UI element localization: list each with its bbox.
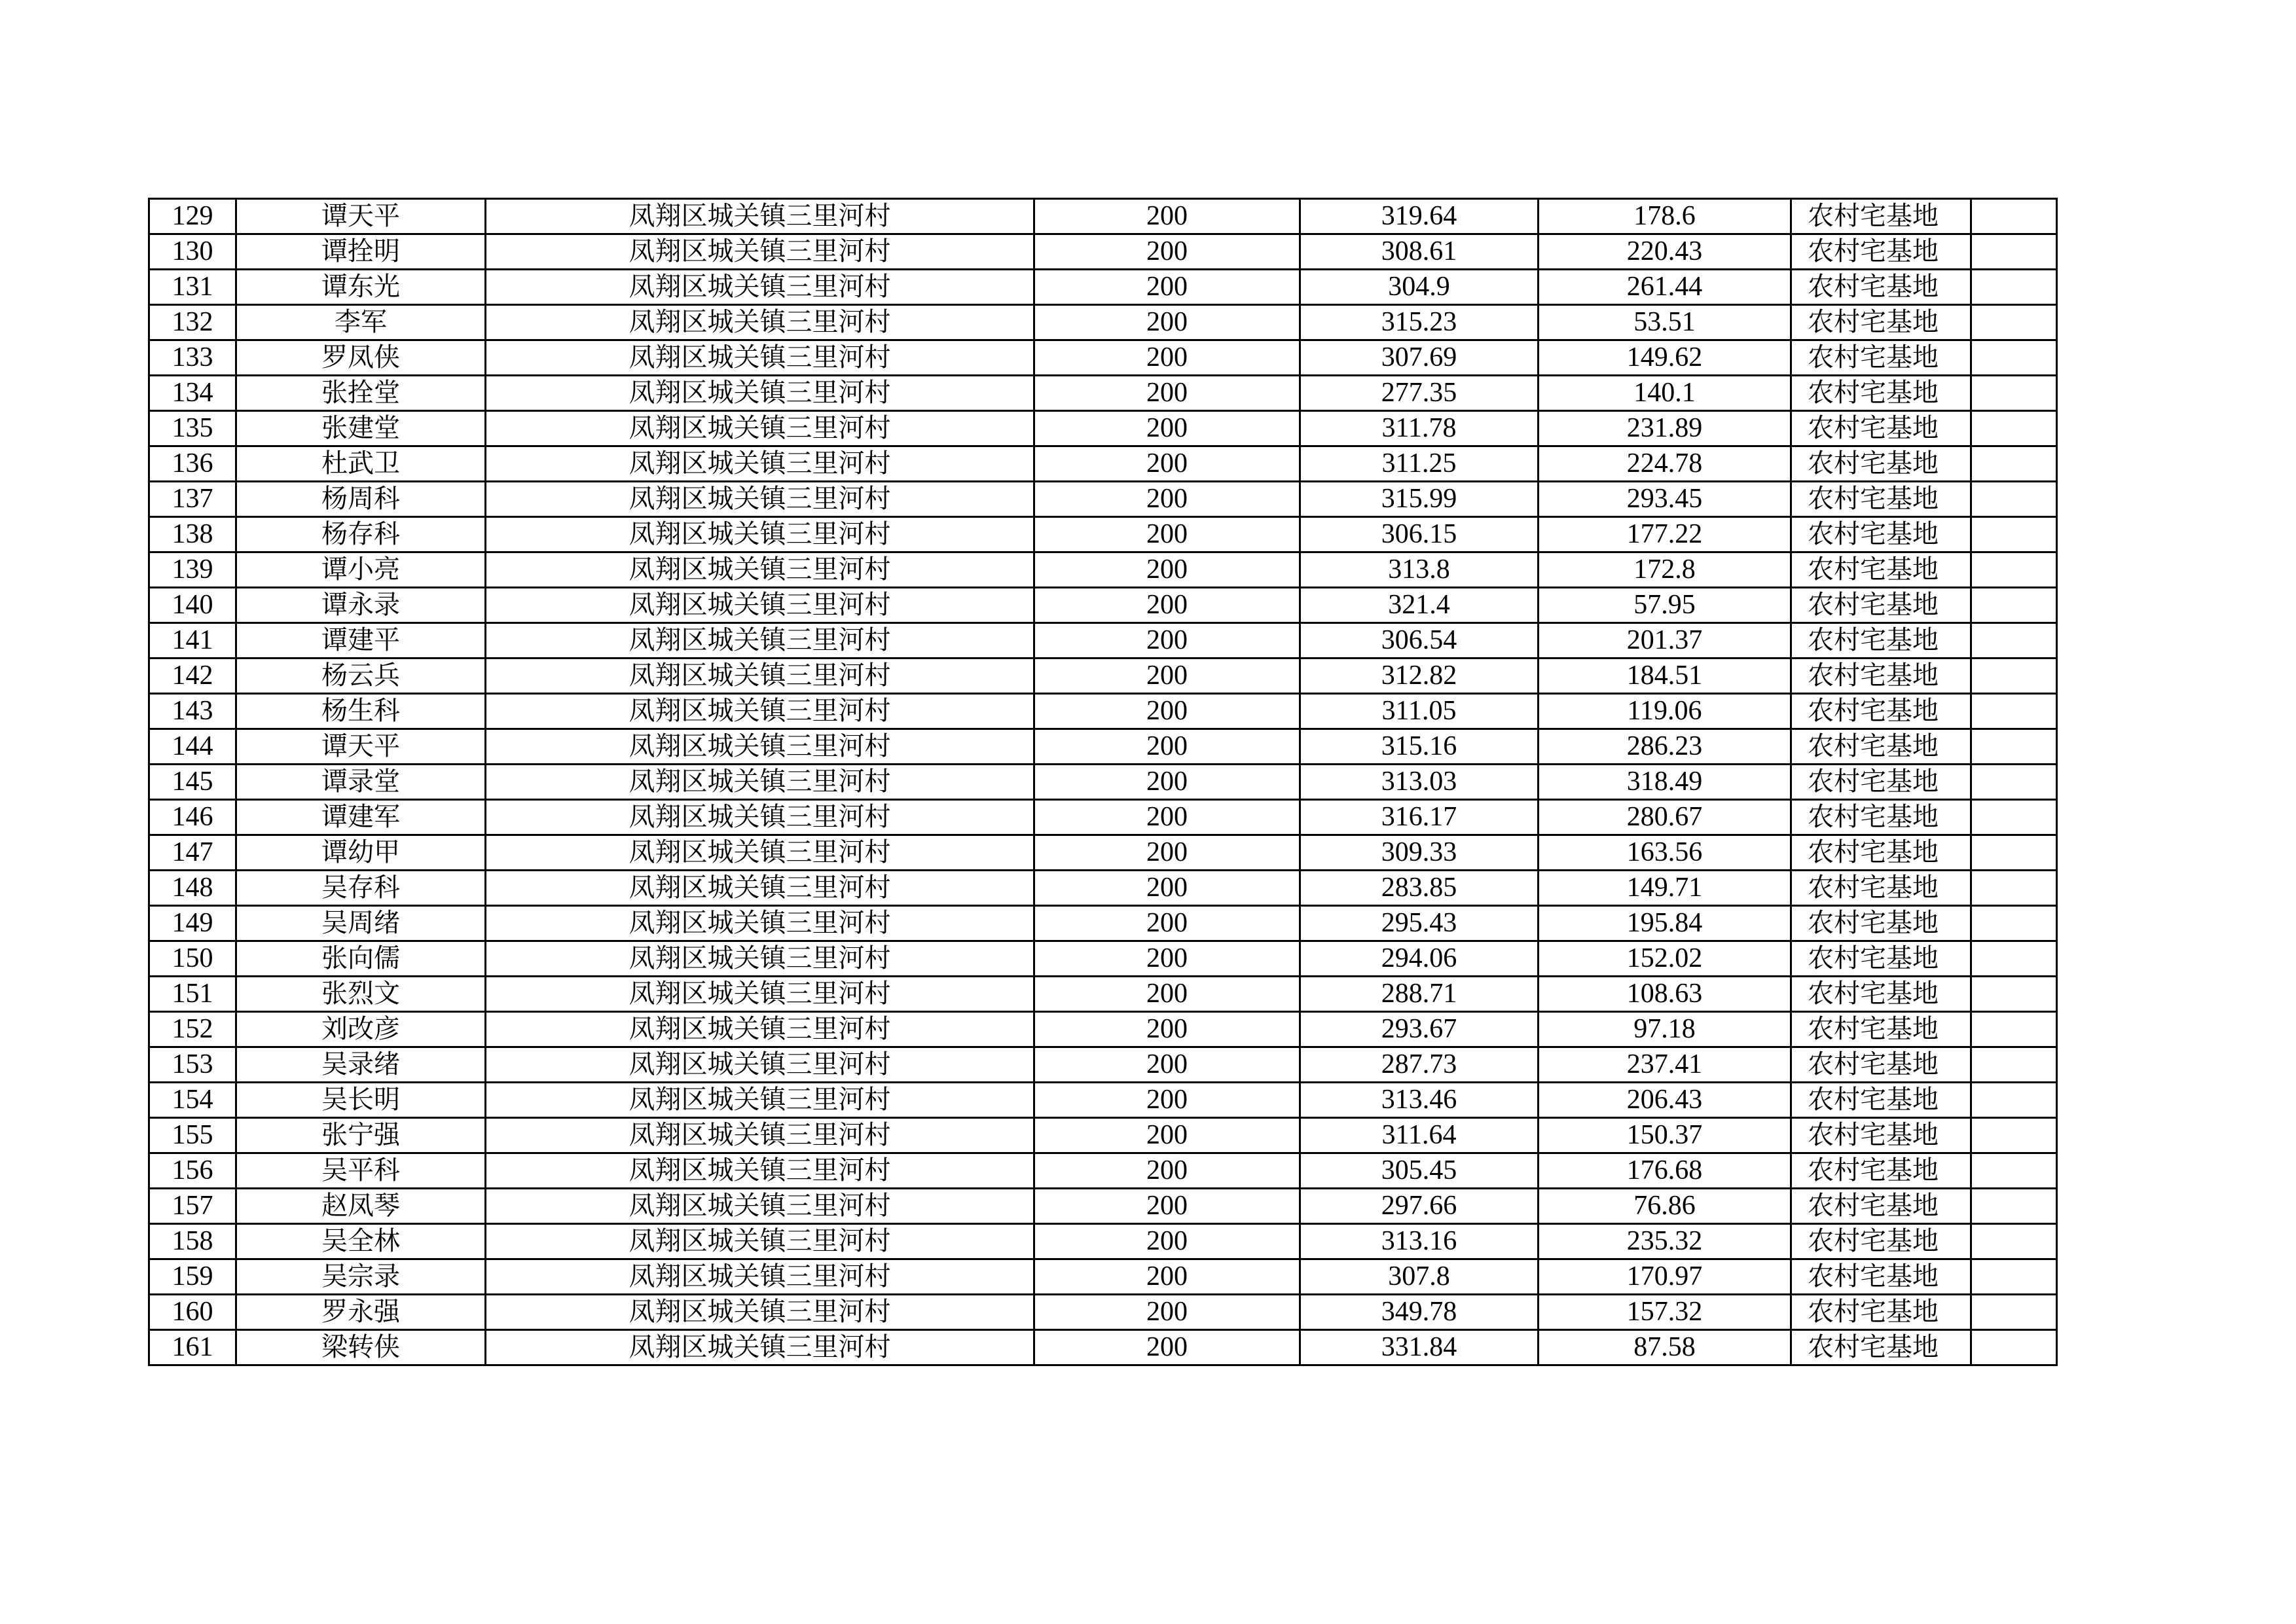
- address-cell: 凤翔区城关镇三里河村: [486, 552, 1034, 588]
- owner-name: 张宁强: [236, 1118, 486, 1153]
- measured-value-1: 307.8: [1300, 1259, 1539, 1295]
- row-number: 142: [149, 659, 236, 694]
- note-cell: [1971, 1153, 2057, 1189]
- measured-value-1: 293.67: [1300, 1012, 1539, 1047]
- land-type: 农村宅基地: [1791, 906, 1971, 941]
- standard-area: 200: [1034, 941, 1300, 977]
- owner-name: 张拴堂: [236, 376, 486, 411]
- table-row: [149, 1012, 2057, 1047]
- row-number: 131: [149, 270, 236, 305]
- table-row: [149, 1224, 2057, 1259]
- land-type: 农村宅基地: [1791, 234, 1971, 270]
- row-number: 129: [149, 199, 236, 234]
- land-type: 农村宅基地: [1791, 517, 1971, 552]
- address-cell: 凤翔区城关镇三里河村: [486, 977, 1034, 1012]
- note-cell: [1971, 1083, 2057, 1118]
- row-number: 154: [149, 1083, 236, 1118]
- address-cell: 凤翔区城关镇三里河村: [486, 729, 1034, 765]
- measured-value-1: 311.25: [1300, 446, 1539, 482]
- measured-value-1: 315.99: [1300, 482, 1539, 517]
- table-row: [149, 729, 2057, 765]
- note-cell: [1971, 941, 2057, 977]
- table-row: [149, 517, 2057, 552]
- address-cell: 凤翔区城关镇三里河村: [486, 1047, 1034, 1083]
- address-cell: 凤翔区城关镇三里河村: [486, 517, 1034, 552]
- owner-name: 吴周绪: [236, 906, 486, 941]
- address-cell: 凤翔区城关镇三里河村: [486, 1153, 1034, 1189]
- owner-name: 杨存科: [236, 517, 486, 552]
- owner-name: 谭天平: [236, 199, 486, 234]
- measured-value-2: 170.97: [1539, 1259, 1791, 1295]
- row-number: 132: [149, 305, 236, 340]
- note-cell: [1971, 1259, 2057, 1295]
- measured-value-2: 108.63: [1539, 977, 1791, 1012]
- measured-value-2: 184.51: [1539, 659, 1791, 694]
- note-cell: [1971, 906, 2057, 941]
- measured-value-1: 315.23: [1300, 305, 1539, 340]
- table-body: [149, 199, 2057, 1365]
- standard-area: 200: [1034, 1083, 1300, 1118]
- table-row: [149, 199, 2057, 234]
- standard-area: 200: [1034, 517, 1300, 552]
- measured-value-2: 53.51: [1539, 305, 1791, 340]
- note-cell: [1971, 765, 2057, 800]
- measured-value-2: 149.62: [1539, 340, 1791, 376]
- standard-area: 200: [1034, 340, 1300, 376]
- measured-value-2: 163.56: [1539, 835, 1791, 871]
- measured-value-2: 235.32: [1539, 1224, 1791, 1259]
- land-record-table: [148, 198, 2058, 1366]
- table-row: [149, 1189, 2057, 1224]
- row-number: 156: [149, 1153, 236, 1189]
- standard-area: 200: [1034, 270, 1300, 305]
- row-number: 151: [149, 977, 236, 1012]
- address-cell: 凤翔区城关镇三里河村: [486, 199, 1034, 234]
- owner-name: 杨云兵: [236, 659, 486, 694]
- row-number: 143: [149, 694, 236, 729]
- address-cell: 凤翔区城关镇三里河村: [486, 623, 1034, 659]
- measured-value-1: 308.61: [1300, 234, 1539, 270]
- land-type: 农村宅基地: [1791, 659, 1971, 694]
- land-type: 农村宅基地: [1791, 623, 1971, 659]
- measured-value-1: 297.66: [1300, 1189, 1539, 1224]
- address-cell: 凤翔区城关镇三里河村: [486, 234, 1034, 270]
- measured-value-1: 283.85: [1300, 871, 1539, 906]
- standard-area: 200: [1034, 800, 1300, 835]
- table-row: [149, 1259, 2057, 1295]
- standard-area: 200: [1034, 871, 1300, 906]
- table-row: [149, 941, 2057, 977]
- address-cell: 凤翔区城关镇三里河村: [486, 659, 1034, 694]
- note-cell: [1971, 659, 2057, 694]
- measured-value-1: 331.84: [1300, 1330, 1539, 1365]
- row-number: 147: [149, 835, 236, 871]
- land-type: 农村宅基地: [1791, 1259, 1971, 1295]
- measured-value-2: 237.41: [1539, 1047, 1791, 1083]
- measured-value-1: 349.78: [1300, 1295, 1539, 1330]
- owner-name: 吴长明: [236, 1083, 486, 1118]
- land-type: 农村宅基地: [1791, 800, 1971, 835]
- table-row: [149, 906, 2057, 941]
- standard-area: 200: [1034, 1189, 1300, 1224]
- measured-value-1: 309.33: [1300, 835, 1539, 871]
- land-type: 农村宅基地: [1791, 765, 1971, 800]
- table-row: [149, 694, 2057, 729]
- standard-area: 200: [1034, 588, 1300, 623]
- row-number: 161: [149, 1330, 236, 1365]
- owner-name: 谭拴明: [236, 234, 486, 270]
- note-cell: [1971, 552, 2057, 588]
- measured-value-1: 313.16: [1300, 1224, 1539, 1259]
- measured-value-1: 287.73: [1300, 1047, 1539, 1083]
- note-cell: [1971, 446, 2057, 482]
- standard-area: 200: [1034, 1295, 1300, 1330]
- measured-value-2: 293.45: [1539, 482, 1791, 517]
- standard-area: 200: [1034, 482, 1300, 517]
- note-cell: [1971, 482, 2057, 517]
- measured-value-1: 316.17: [1300, 800, 1539, 835]
- row-number: 155: [149, 1118, 236, 1153]
- table-row: [149, 1083, 2057, 1118]
- land-type: 农村宅基地: [1791, 305, 1971, 340]
- land-type: 农村宅基地: [1791, 1118, 1971, 1153]
- address-cell: 凤翔区城关镇三里河村: [486, 305, 1034, 340]
- table-row: [149, 270, 2057, 305]
- note-cell: [1971, 305, 2057, 340]
- owner-name: 赵凤琴: [236, 1189, 486, 1224]
- measured-value-2: 157.32: [1539, 1295, 1791, 1330]
- standard-area: 200: [1034, 1153, 1300, 1189]
- address-cell: 凤翔区城关镇三里河村: [486, 376, 1034, 411]
- row-number: 136: [149, 446, 236, 482]
- measured-value-1: 311.78: [1300, 411, 1539, 446]
- table-row: [149, 588, 2057, 623]
- row-number: 141: [149, 623, 236, 659]
- address-cell: 凤翔区城关镇三里河村: [486, 340, 1034, 376]
- owner-name: 吴平科: [236, 1153, 486, 1189]
- measured-value-1: 306.54: [1300, 623, 1539, 659]
- measured-value-1: 288.71: [1300, 977, 1539, 1012]
- owner-name: 吴存科: [236, 871, 486, 906]
- standard-area: 200: [1034, 305, 1300, 340]
- measured-value-2: 224.78: [1539, 446, 1791, 482]
- measured-value-2: 286.23: [1539, 729, 1791, 765]
- measured-value-1: 319.64: [1300, 199, 1539, 234]
- note-cell: [1971, 1118, 2057, 1153]
- standard-area: 200: [1034, 659, 1300, 694]
- note-cell: [1971, 871, 2057, 906]
- table-row: [149, 482, 2057, 517]
- table-row: [149, 305, 2057, 340]
- owner-name: 张建堂: [236, 411, 486, 446]
- measured-value-2: 318.49: [1539, 765, 1791, 800]
- owner-name: 吴录绪: [236, 1047, 486, 1083]
- table-row: [149, 411, 2057, 446]
- owner-name: 罗永强: [236, 1295, 486, 1330]
- standard-area: 200: [1034, 729, 1300, 765]
- owner-name: 杨周科: [236, 482, 486, 517]
- owner-name: 杜武卫: [236, 446, 486, 482]
- note-cell: [1971, 199, 2057, 234]
- measured-value-2: 149.71: [1539, 871, 1791, 906]
- table-row: [149, 552, 2057, 588]
- land-type: 农村宅基地: [1791, 552, 1971, 588]
- standard-area: 200: [1034, 977, 1300, 1012]
- row-number: 158: [149, 1224, 236, 1259]
- measured-value-2: 150.37: [1539, 1118, 1791, 1153]
- row-number: 134: [149, 376, 236, 411]
- table-row: [149, 446, 2057, 482]
- address-cell: 凤翔区城关镇三里河村: [486, 482, 1034, 517]
- row-number: 140: [149, 588, 236, 623]
- address-cell: 凤翔区城关镇三里河村: [486, 1259, 1034, 1295]
- row-number: 144: [149, 729, 236, 765]
- standard-area: 200: [1034, 446, 1300, 482]
- measured-value-1: 311.64: [1300, 1118, 1539, 1153]
- land-type: 农村宅基地: [1791, 871, 1971, 906]
- note-cell: [1971, 376, 2057, 411]
- owner-name: 谭建军: [236, 800, 486, 835]
- note-cell: [1971, 1189, 2057, 1224]
- address-cell: 凤翔区城关镇三里河村: [486, 835, 1034, 871]
- note-cell: [1971, 1330, 2057, 1365]
- measured-value-1: 304.9: [1300, 270, 1539, 305]
- owner-name: 谭录堂: [236, 765, 486, 800]
- measured-value-1: 313.46: [1300, 1083, 1539, 1118]
- owner-name: 张烈文: [236, 977, 486, 1012]
- row-number: 159: [149, 1259, 236, 1295]
- owner-name: 吴全林: [236, 1224, 486, 1259]
- table-row: [149, 800, 2057, 835]
- measured-value-2: 177.22: [1539, 517, 1791, 552]
- row-number: 135: [149, 411, 236, 446]
- note-cell: [1971, 270, 2057, 305]
- standard-area: 200: [1034, 765, 1300, 800]
- address-cell: 凤翔区城关镇三里河村: [486, 694, 1034, 729]
- note-cell: [1971, 340, 2057, 376]
- table-row: [149, 376, 2057, 411]
- measured-value-2: 152.02: [1539, 941, 1791, 977]
- table-row: [149, 234, 2057, 270]
- land-type: 农村宅基地: [1791, 411, 1971, 446]
- table-row: [149, 871, 2057, 906]
- table-row: [149, 1153, 2057, 1189]
- table-row: [149, 340, 2057, 376]
- row-number: 146: [149, 800, 236, 835]
- standard-area: 200: [1034, 1118, 1300, 1153]
- address-cell: 凤翔区城关镇三里河村: [486, 1012, 1034, 1047]
- land-type: 农村宅基地: [1791, 1330, 1971, 1365]
- row-number: 157: [149, 1189, 236, 1224]
- note-cell: [1971, 623, 2057, 659]
- land-type: 农村宅基地: [1791, 340, 1971, 376]
- note-cell: [1971, 517, 2057, 552]
- owner-name: 罗凤侠: [236, 340, 486, 376]
- measured-value-2: 231.89: [1539, 411, 1791, 446]
- measured-value-1: 306.15: [1300, 517, 1539, 552]
- note-cell: [1971, 1012, 2057, 1047]
- land-type: 农村宅基地: [1791, 694, 1971, 729]
- row-number: 133: [149, 340, 236, 376]
- standard-area: 200: [1034, 1330, 1300, 1365]
- land-type: 农村宅基地: [1791, 446, 1971, 482]
- owner-name: 谭小亮: [236, 552, 486, 588]
- land-type: 农村宅基地: [1791, 941, 1971, 977]
- standard-area: 200: [1034, 1259, 1300, 1295]
- owner-name: 谭幼甲: [236, 835, 486, 871]
- land-type: 农村宅基地: [1791, 1153, 1971, 1189]
- owner-name: 梁转侠: [236, 1330, 486, 1365]
- row-number: 150: [149, 941, 236, 977]
- owner-name: 谭东光: [236, 270, 486, 305]
- measured-value-2: 97.18: [1539, 1012, 1791, 1047]
- address-cell: 凤翔区城关镇三里河村: [486, 765, 1034, 800]
- measured-value-2: 172.8: [1539, 552, 1791, 588]
- owner-name: 李军: [236, 305, 486, 340]
- owner-name: 刘改彦: [236, 1012, 486, 1047]
- measured-value-2: 206.43: [1539, 1083, 1791, 1118]
- measured-value-2: 119.06: [1539, 694, 1791, 729]
- land-type: 农村宅基地: [1791, 1012, 1971, 1047]
- standard-area: 200: [1034, 623, 1300, 659]
- measured-value-1: 294.06: [1300, 941, 1539, 977]
- row-number: 139: [149, 552, 236, 588]
- measured-value-2: 176.68: [1539, 1153, 1791, 1189]
- land-type: 农村宅基地: [1791, 1083, 1971, 1118]
- note-cell: [1971, 977, 2057, 1012]
- row-number: 148: [149, 871, 236, 906]
- row-number: 130: [149, 234, 236, 270]
- table-row: [149, 1295, 2057, 1330]
- address-cell: 凤翔区城关镇三里河村: [486, 1295, 1034, 1330]
- standard-area: 200: [1034, 906, 1300, 941]
- note-cell: [1971, 411, 2057, 446]
- land-type: 农村宅基地: [1791, 835, 1971, 871]
- row-number: 137: [149, 482, 236, 517]
- address-cell: 凤翔区城关镇三里河村: [486, 411, 1034, 446]
- land-type: 农村宅基地: [1791, 376, 1971, 411]
- address-cell: 凤翔区城关镇三里河村: [486, 270, 1034, 305]
- measured-value-1: 315.16: [1300, 729, 1539, 765]
- standard-area: 200: [1034, 552, 1300, 588]
- land-type: 农村宅基地: [1791, 1189, 1971, 1224]
- row-number: 153: [149, 1047, 236, 1083]
- table-row: [149, 835, 2057, 871]
- land-type: 农村宅基地: [1791, 729, 1971, 765]
- measured-value-2: 87.58: [1539, 1330, 1791, 1365]
- measured-value-1: 313.8: [1300, 552, 1539, 588]
- row-number: 160: [149, 1295, 236, 1330]
- table-row: [149, 659, 2057, 694]
- measured-value-1: 312.82: [1300, 659, 1539, 694]
- address-cell: 凤翔区城关镇三里河村: [486, 800, 1034, 835]
- owner-name: 谭天平: [236, 729, 486, 765]
- standard-area: 200: [1034, 234, 1300, 270]
- measured-value-1: 307.69: [1300, 340, 1539, 376]
- row-number: 138: [149, 517, 236, 552]
- owner-name: 谭建平: [236, 623, 486, 659]
- land-type: 农村宅基地: [1791, 199, 1971, 234]
- note-cell: [1971, 835, 2057, 871]
- row-number: 152: [149, 1012, 236, 1047]
- table-row: [149, 765, 2057, 800]
- measured-value-1: 313.03: [1300, 765, 1539, 800]
- note-cell: [1971, 694, 2057, 729]
- measured-value-2: 280.67: [1539, 800, 1791, 835]
- measured-value-1: 277.35: [1300, 376, 1539, 411]
- address-cell: 凤翔区城关镇三里河村: [486, 1083, 1034, 1118]
- standard-area: 200: [1034, 1012, 1300, 1047]
- note-cell: [1971, 588, 2057, 623]
- address-cell: 凤翔区城关镇三里河村: [486, 446, 1034, 482]
- measured-value-2: 57.95: [1539, 588, 1791, 623]
- row-number: 149: [149, 906, 236, 941]
- measured-value-2: 140.1: [1539, 376, 1791, 411]
- land-type: 农村宅基地: [1791, 1047, 1971, 1083]
- table-row: [149, 1330, 2057, 1365]
- standard-area: 200: [1034, 1047, 1300, 1083]
- address-cell: 凤翔区城关镇三里河村: [486, 1224, 1034, 1259]
- standard-area: 200: [1034, 1224, 1300, 1259]
- address-cell: 凤翔区城关镇三里河村: [486, 906, 1034, 941]
- measured-value-2: 220.43: [1539, 234, 1791, 270]
- address-cell: 凤翔区城关镇三里河村: [486, 1118, 1034, 1153]
- land-type: 农村宅基地: [1791, 1295, 1971, 1330]
- standard-area: 200: [1034, 376, 1300, 411]
- address-cell: 凤翔区城关镇三里河村: [486, 1189, 1034, 1224]
- note-cell: [1971, 234, 2057, 270]
- owner-name: 谭永录: [236, 588, 486, 623]
- note-cell: [1971, 1295, 2057, 1330]
- land-type: 农村宅基地: [1791, 588, 1971, 623]
- address-cell: 凤翔区城关镇三里河村: [486, 588, 1034, 623]
- address-cell: 凤翔区城关镇三里河村: [486, 871, 1034, 906]
- owner-name: 吴宗录: [236, 1259, 486, 1295]
- measured-value-2: 178.6: [1539, 199, 1791, 234]
- note-cell: [1971, 1224, 2057, 1259]
- table-row: [149, 1047, 2057, 1083]
- measured-value-2: 201.37: [1539, 623, 1791, 659]
- standard-area: 200: [1034, 199, 1300, 234]
- note-cell: [1971, 729, 2057, 765]
- measured-value-1: 305.45: [1300, 1153, 1539, 1189]
- standard-area: 200: [1034, 694, 1300, 729]
- measured-value-1: 295.43: [1300, 906, 1539, 941]
- owner-name: 张向儒: [236, 941, 486, 977]
- table-row: [149, 977, 2057, 1012]
- land-type: 农村宅基地: [1791, 977, 1971, 1012]
- row-number: 145: [149, 765, 236, 800]
- measured-value-2: 195.84: [1539, 906, 1791, 941]
- standard-area: 200: [1034, 411, 1300, 446]
- measured-value-2: 261.44: [1539, 270, 1791, 305]
- address-cell: 凤翔区城关镇三里河村: [486, 941, 1034, 977]
- land-type: 农村宅基地: [1791, 1224, 1971, 1259]
- land-type: 农村宅基地: [1791, 482, 1971, 517]
- standard-area: 200: [1034, 835, 1300, 871]
- table-row: [149, 623, 2057, 659]
- note-cell: [1971, 1047, 2057, 1083]
- owner-name: 杨生科: [236, 694, 486, 729]
- land-type: 农村宅基地: [1791, 270, 1971, 305]
- address-cell: 凤翔区城关镇三里河村: [486, 1330, 1034, 1365]
- measured-value-1: 321.4: [1300, 588, 1539, 623]
- table-row: [149, 1118, 2057, 1153]
- measured-value-2: 76.86: [1539, 1189, 1791, 1224]
- note-cell: [1971, 800, 2057, 835]
- measured-value-1: 311.05: [1300, 694, 1539, 729]
